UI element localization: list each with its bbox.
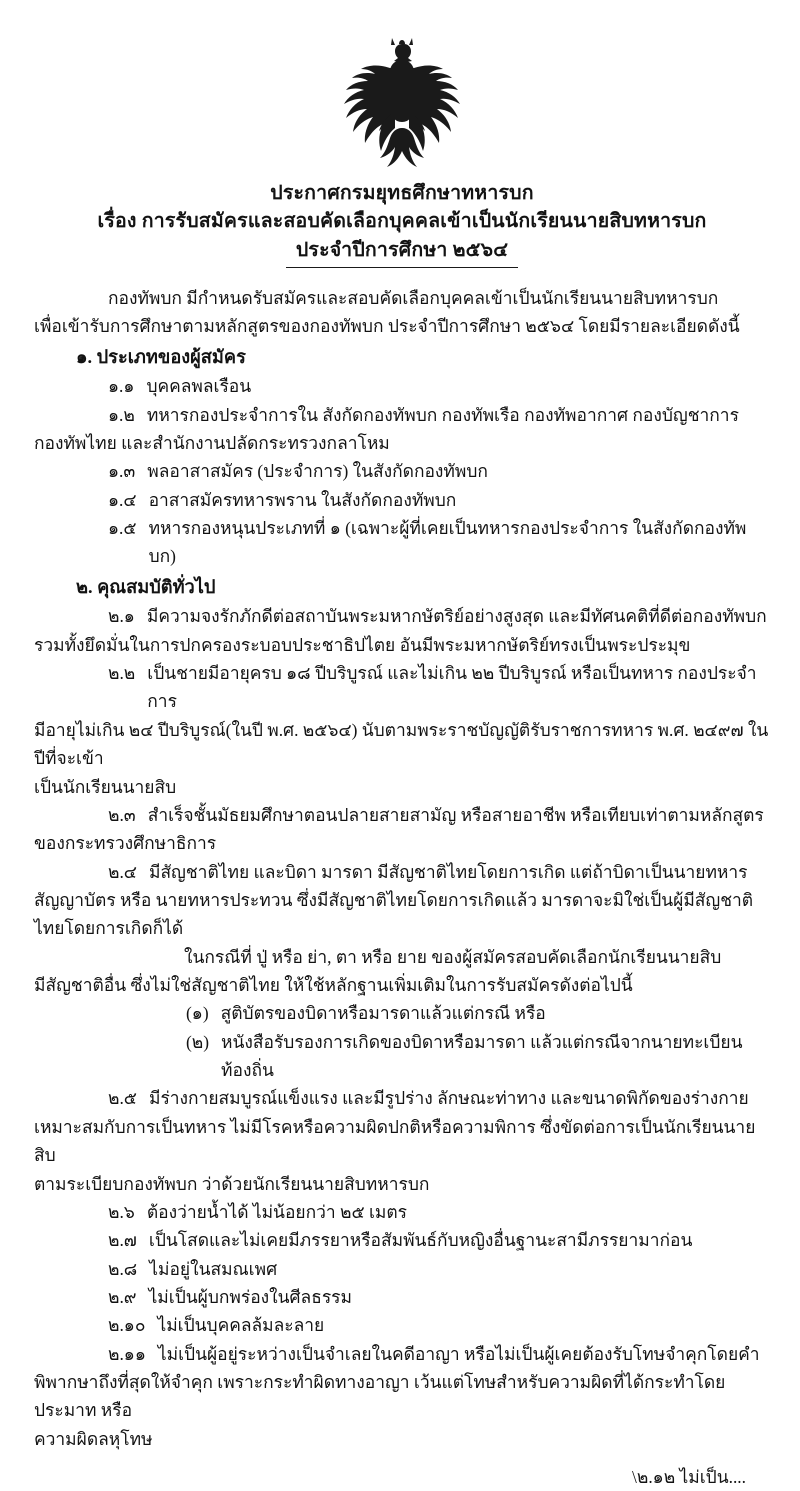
item-number: ๒.๔ [108, 861, 137, 882]
list-item [34, 372, 770, 400]
heading-line-2: เรื่อง การรับสมัครและสอบคัดเลือกบุคคลเข้าเป็นนักเรียนนายสิบทหารบก [97, 211, 707, 233]
item-number: ๒.๕ [108, 1088, 137, 1109]
item-number: ๑.๓ [108, 461, 136, 482]
list-item [34, 659, 770, 716]
item-text: ต้องว่ายน้ำได้ ไม่น้อยกว่า ๒๕ เมตร [146, 1201, 408, 1222]
list-item [34, 1084, 770, 1112]
list-item [34, 401, 770, 429]
item-text: ทหารกองหนุนประเภทที่ ๑ (เฉพาะผู้ที่เคยเป็นทหารกองประจำการ ในสังกัดกองทัพบก) [148, 517, 747, 567]
list-item [34, 1255, 770, 1283]
item-text-cont: กองทัพไทย และสำนักงานปลัดกระทรวงกลาโหม [34, 432, 390, 453]
item-number: ๒.๑๑ [108, 1343, 146, 1364]
sub-item-number: (๑) [186, 1003, 209, 1024]
sub-item-text: หนังสือรับรองการเกิดของบิดาหรือมารดา แล้วแต่กรณีจากนายทะเบียนท้องถิ่น [221, 1031, 743, 1081]
item-text: มีความจงรักภักดีต่อสถาบันพระมหากษัตริย์อย่างสูงสุด และมีทัศนคติที่ดีต่อกองทัพบก [146, 606, 767, 627]
heading-line-1: ประกาศกรมยุทธศึกษาทหารบก [270, 183, 534, 204]
item-text: อาสาสมัครทหารพราน ในสังกัดกองทัพบก [148, 489, 457, 510]
item-number: ๑.๒ [108, 404, 135, 425]
item-text: ไม่อยู่ในสมณเพศ [149, 1258, 278, 1279]
item-text-cont2: ในกรณีที่ ปู่ หรือ ย่า, ตา หรือ ยาย ของผู้สมัครสอบคัดเลือกนักเรียนนายสิบ [184, 946, 722, 967]
item-text: มีร่างกายสมบูรณ์แข็งแรง และมีรูปร่าง ลักษณะท่าทาง และขนาดพิกัดของร่างกาย [148, 1088, 749, 1109]
page-continuation-note: \๒.๑๒ ไม่เป็น.... [632, 1467, 746, 1488]
list-item [34, 1311, 770, 1339]
item-number: ๒.๘ [108, 1258, 138, 1279]
garuda-emblem [327, 36, 477, 176]
intro-line-2: เพื่อเข้ารับการศึกษาตามหลักสูตรของกองทัพบก ประจำปีการศึกษา ๒๕๖๔ โดยมีรายละเอียดดังนี้ [34, 316, 740, 337]
list-item [34, 1283, 770, 1311]
item-number: ๑.๕ [108, 517, 137, 538]
list-item [34, 486, 770, 514]
heading-line-3: ประจำปีการศึกษา ๒๕๖๔ [286, 237, 518, 268]
item-text-cont: เหมาะสมกับการเป็นทหาร ไม่มีโรคหรือความผิดปกติหรือความพิการ ซึ่งขัดต่อการเป็นนักเรียนนายสิบ [34, 1116, 756, 1166]
item-text-cont: ของกระทรวงศึกษาธิการ [34, 833, 217, 854]
item-text: ทหารกองประจำการใน สังกัดกองทัพบก กองทัพเรือ กองทัพอากาศ กองบัญชาการ [146, 404, 739, 425]
item-number: ๒.๓ [108, 804, 136, 825]
item-number: ๒.๒ [108, 663, 136, 684]
item-text: เป็นชายมีอายุครบ ๑๘ ปีบริบูรณ์ และไม่เกิน ๒๒ ปีบริบูรณ์ หรือเป็นทหาร กองประจำการ [147, 663, 757, 712]
item-text: ไม่เป็นผู้บกพร่องในศีลธรรม [148, 1286, 352, 1307]
item-text-cont2: ความผิดลหุโทษ [34, 1428, 153, 1449]
item-text-cont3: มีสัญชาติอื่น ซึ่งไม่ใช่สัญชาติไทย ให้ใช้หลักฐานเพิ่มเติมในการรับสมัครดังต่อไปนี้ [34, 975, 633, 996]
item-text: พลอาสาสมัคร (ประจำการ) ในสังกัดกองทัพบก [147, 461, 488, 482]
list-item [34, 457, 770, 485]
item-number: ๒.๗ [108, 1230, 137, 1251]
item-text: ไม่เป็นบุคคลล้มละลาย [157, 1315, 325, 1336]
item-text: มีสัญชาติไทย และบิดา มารดา มีสัญชาติไทยโดยการเกิด แต่ถ้าบิดาเป็นนายทหาร [148, 861, 748, 882]
intro-line-1: กองทัพบก มีกำหนดรับสมัครและสอบคัดเลือกบุคคลเข้าเป็นนักเรียนนายสิบทหารบก [108, 287, 719, 308]
section-2-title: ๒. คุณสมบัติทั่วไป [76, 576, 216, 597]
list-item [34, 1226, 770, 1254]
document-body [34, 284, 770, 1491]
item-text-cont: พิพากษาถึงที่สุดให้จำคุก เพราะกระทำผิดทางอาญา เว้นแต่โทษสำหรับความผิดที่ได้กระทำโดยประมาท หรือ [34, 1372, 726, 1421]
item-text: เป็นโสดและไม่เคยมีภรรยาหรือสัมพันธ์กับหญิงอื่นฐานะสามีภรรยามาก่อน [148, 1230, 693, 1251]
list-item [34, 858, 770, 886]
list-item [34, 1340, 770, 1368]
item-number: ๒.๑ [108, 606, 135, 627]
list-item [34, 602, 770, 630]
sub-list-item [34, 1028, 770, 1085]
item-number: ๒.๑๐ [108, 1315, 146, 1336]
list-item [34, 1198, 770, 1226]
sub-item-text: สูติบัตรของบิดาหรือมารดาแล้วแต่กรณี หรือ [220, 1003, 546, 1024]
item-number: ๑.๑ [108, 376, 135, 397]
sub-list-item [34, 999, 770, 1027]
item-text: บุคคลพลเรือน [146, 376, 252, 397]
item-number: ๒.๖ [108, 1201, 135, 1222]
emblem-container [34, 36, 770, 176]
item-text: ไม่เป็นผู้อยู่ระหว่างเป็นจำเลยในคดีอาญา หรือไม่เป็นผู้เคยต้องรับโทษจำคุกโดยคำ [157, 1343, 760, 1364]
document-heading [34, 180, 770, 268]
section-1-title: ๑. ประเภทของผู้สมัคร [76, 346, 246, 367]
list-item [34, 514, 770, 571]
item-text-cont2: ตามระเบียบกองทัพบก ว่าด้วยนักเรียนนายสิบทหารบก [34, 1173, 430, 1194]
item-number: ๒.๙ [108, 1286, 137, 1307]
item-text: สำเร็จชั้นมัธยมศึกษาตอนปลายสายสามัญ หรือสายอาชีพ หรือเทียบเท่าตามหลักสูตร [147, 804, 764, 825]
list-item [34, 801, 770, 829]
item-text-cont: สัญญาบัตร หรือ นายทหารประทวน ซึ่งมีสัญชาติไทยโดยการเกิดแล้ว มารดาจะมิใช่เป็นผู้มีสัญชาติไทยโดยการเกิดก็ได้ [34, 889, 754, 939]
item-number: ๑.๔ [108, 489, 137, 510]
sub-item-number: (๒) [186, 1031, 210, 1052]
item-text-cont: รวมทั้งยึดมั่นในการปกครองระบอบประชาธิปไตย อันมีพระมหากษัตริย์ทรงเป็นพระประมุข [34, 634, 691, 655]
item-text-cont2: เป็นนักเรียนนายสิบ [34, 776, 177, 797]
item-text-cont: มีอายุไม่เกิน ๒๔ ปีบริบูรณ์(ในปี พ.ศ. ๒๕๖๔) นับตามพระราชบัญญัติรับราชการทหาร พ.ศ. ๒๔๙๗ ในปีที่จะเข้า [34, 719, 769, 769]
